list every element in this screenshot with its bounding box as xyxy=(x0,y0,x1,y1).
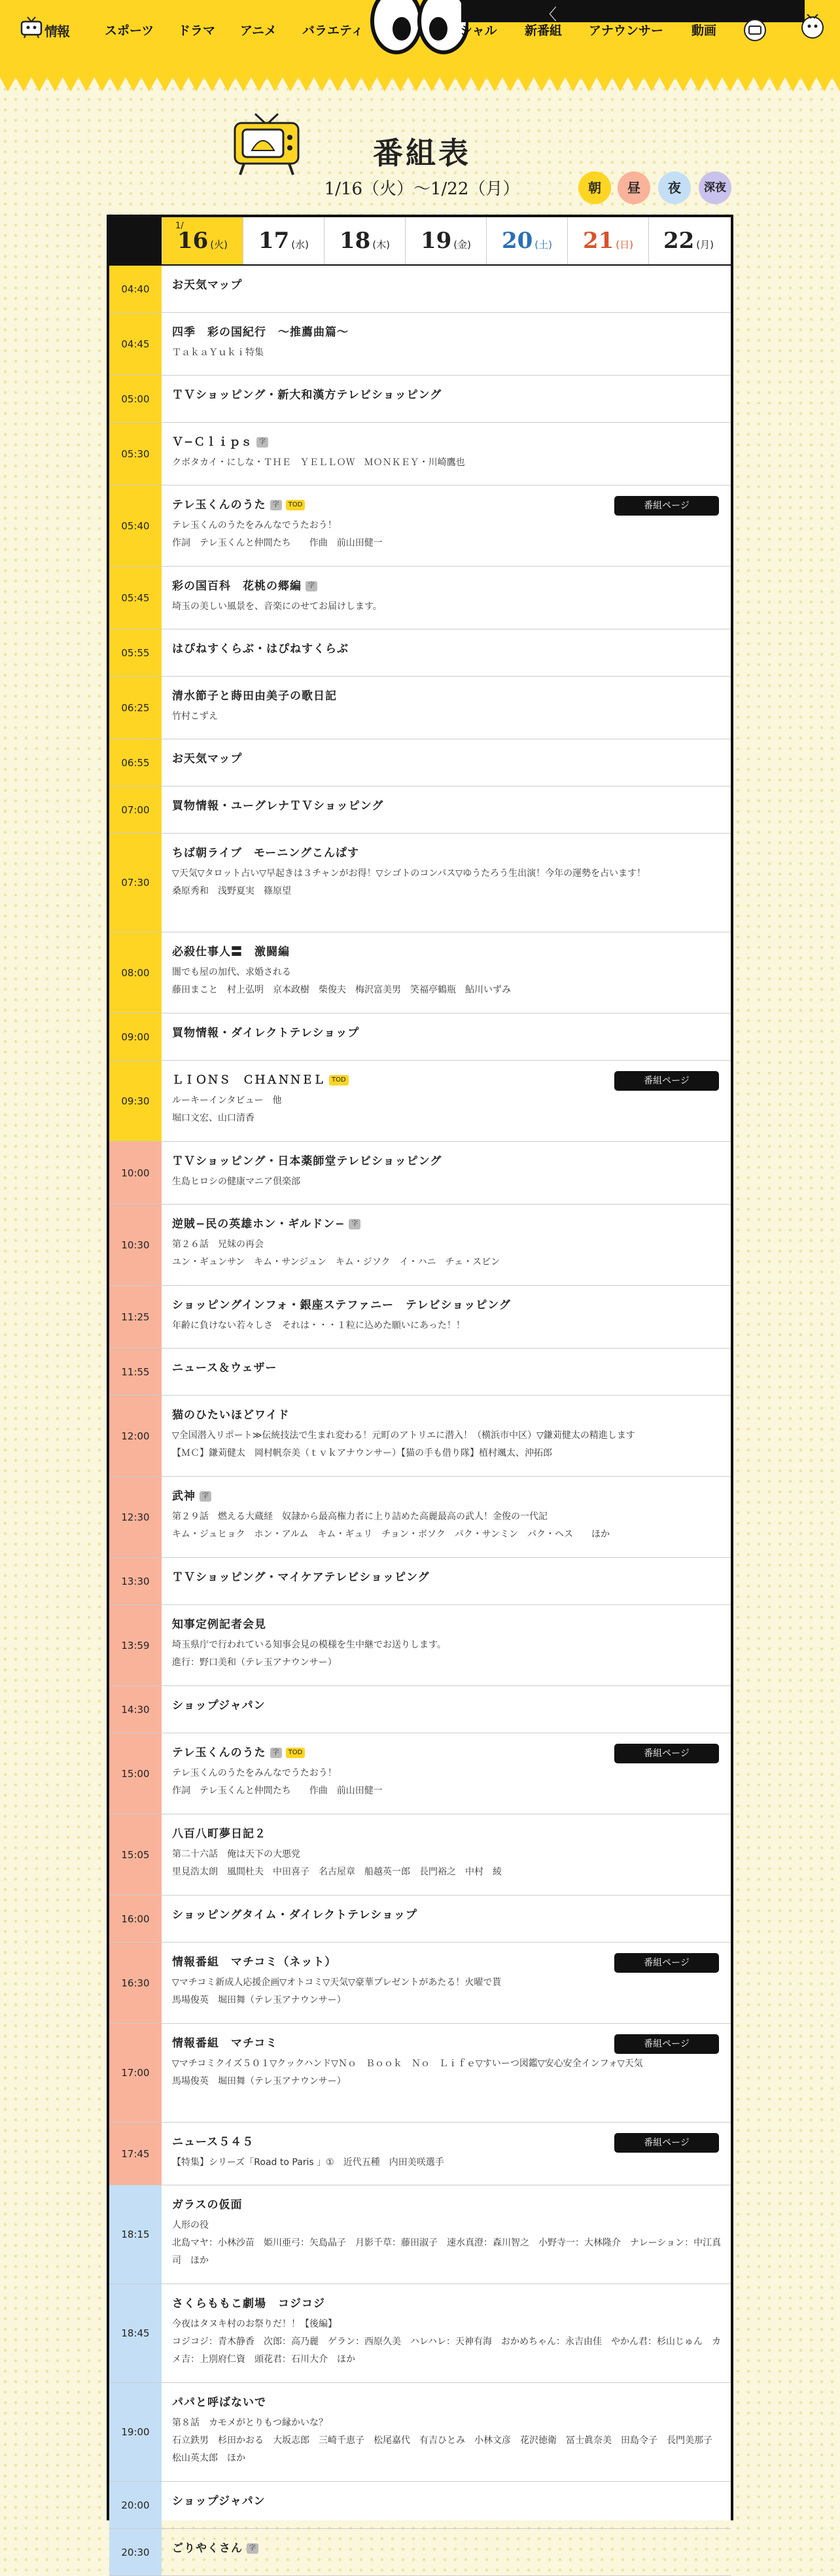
program-description-line: 埼玉県庁で行われている知事会見の模様を生中継でお送りします。 xyxy=(172,1640,446,1650)
program-row xyxy=(109,834,731,932)
program-title-line xyxy=(172,2541,723,2556)
nav-anime[interactable]: アニメ xyxy=(240,24,277,38)
program-time: 16:00 xyxy=(109,1896,162,1942)
program-title-line xyxy=(172,277,723,293)
program-description xyxy=(172,1173,723,1191)
program-title-line xyxy=(172,2197,723,2213)
day-weekday: (土) xyxy=(534,239,553,251)
program-description-line: 石立鉄男 杉田かおる 大坂志郎 三崎千恵子 松尾嘉代 有吉ひとみ 小林文彦 花沢徳衛 冨士眞奈美 田島令子 長門美那子 松山英太郎 ほか xyxy=(172,2435,722,2463)
program-time: 14:30 xyxy=(109,1686,162,1733)
schedule-table xyxy=(107,215,733,2558)
program-title-line xyxy=(172,325,723,340)
program-description-line: 作詞 テレ玉くんと仲間たち 作曲 前山田健一 xyxy=(172,538,383,548)
program-row xyxy=(109,2482,731,2529)
program-title[interactable]: ニュース＆ウェザー xyxy=(172,1362,277,1375)
program-description-line: 【特集】シリーズ「Road to Paris 」① 近代五種 内田美咲選手 xyxy=(172,2157,444,2168)
program-time: 18:45 xyxy=(109,2284,162,2382)
program-title[interactable]: 知事定例記者会見 xyxy=(172,1618,266,1631)
day-number: 17 xyxy=(258,228,290,254)
program-time: 15:00 xyxy=(109,1733,162,1814)
program-cell[interactable] xyxy=(162,266,731,312)
program-time: 13:59 xyxy=(109,1605,162,1685)
mascot-menu-icon[interactable] xyxy=(799,12,826,42)
program-time: 11:25 xyxy=(109,1286,162,1348)
nav-video[interactable]: 動画 xyxy=(691,24,717,38)
program-title[interactable]: 買物情報・ユーグレナＴＶショッピング xyxy=(172,800,384,813)
program-time: 07:00 xyxy=(109,786,162,833)
date-range: 1/16（火）〜1/22（月） xyxy=(324,179,520,199)
program-description xyxy=(172,598,723,616)
program-title[interactable]: ごりやくさん xyxy=(172,2542,243,2555)
program-title[interactable]: 必殺仕事人〓 激闘編 xyxy=(172,945,290,959)
day-number: 20 xyxy=(501,228,533,254)
program-title[interactable]: お天気マップ xyxy=(172,752,243,766)
program-title-line xyxy=(172,944,723,960)
program-description-line: キム・ジュヒョク ホン・アルム キム・ギュリ チョン・ボソク パク・サンミン パク・ヘス ほか xyxy=(172,1529,610,1540)
program-title-line xyxy=(172,1407,723,1423)
program-row xyxy=(109,266,731,313)
program-cell[interactable] xyxy=(162,2284,731,2382)
program-row xyxy=(109,2185,731,2284)
program-time: 04:45 xyxy=(109,313,162,375)
program-description-line: 第２６話 兄妹の再会 xyxy=(172,1239,264,1250)
program-description-line: 闇でも屋の加代、求婚される xyxy=(172,967,291,978)
program-row xyxy=(109,2383,731,2482)
program-title[interactable]: ショップジャパン xyxy=(172,2495,266,2508)
program-description xyxy=(172,1765,723,1800)
program-time: 05:00 xyxy=(109,376,162,422)
program-cell[interactable] xyxy=(162,1733,731,1814)
program-description xyxy=(172,2154,723,2172)
program-row xyxy=(109,1014,731,1061)
program-description xyxy=(172,2055,723,2091)
nav-announcer[interactable]: アナウンサー xyxy=(589,24,664,38)
day-header xyxy=(109,215,731,266)
program-time: 18:15 xyxy=(109,2185,162,2284)
program-time: 10:30 xyxy=(109,1205,162,1285)
program-title[interactable]: 四季 彩の国紀行 〜推薦曲篇〜 xyxy=(172,326,349,339)
time-button-noon[interactable]: 昼 xyxy=(618,171,650,204)
subtitle-badge-icon: 字 xyxy=(270,1748,282,1758)
program-row xyxy=(109,1396,731,1477)
program-description xyxy=(172,708,723,726)
program-time: 05:45 xyxy=(109,567,162,629)
program-title-line xyxy=(172,2395,723,2410)
program-description-line: 馬場俊英 堀田舞（テレ玉アナウンサー） xyxy=(172,1995,346,2005)
program-row xyxy=(109,1286,731,1349)
program-title-line xyxy=(172,387,723,403)
program-title[interactable]: パパと呼ばないで xyxy=(172,2396,266,2409)
program-title-line xyxy=(172,578,723,594)
site-logo[interactable] xyxy=(20,12,92,48)
program-title-line xyxy=(172,1297,723,1313)
program-cell[interactable] xyxy=(162,1286,731,1348)
program-description xyxy=(172,344,723,362)
program-page-button[interactable]: 番組ページ xyxy=(614,2133,719,2153)
program-time: 11:55 xyxy=(109,1349,162,1395)
program-title[interactable]: ＬＩＯＮＳ ＣＨＡＮＮＥＬ xyxy=(172,1074,325,1087)
nav-variety[interactable]: バラエティ xyxy=(302,24,364,38)
program-time: 05:40 xyxy=(109,485,162,566)
program-cell[interactable] xyxy=(162,485,731,566)
program-cell[interactable] xyxy=(162,1558,731,1604)
program-row xyxy=(109,567,731,629)
nav-sports[interactable]: スポーツ xyxy=(105,24,154,38)
program-cell[interactable] xyxy=(162,1896,731,1942)
program-time: 13:30 xyxy=(109,1558,162,1604)
program-title[interactable]: ＴＶショッピング・新大和漢方テレビショッピング xyxy=(172,389,442,402)
program-cell[interactable] xyxy=(162,1396,731,1476)
program-cell[interactable] xyxy=(162,423,731,485)
program-title-line xyxy=(172,1826,723,1842)
program-title-line xyxy=(172,1617,723,1632)
program-row xyxy=(109,932,731,1014)
nav-new-programs[interactable]: 新番組 xyxy=(525,24,563,38)
program-row xyxy=(109,1686,731,1733)
subtitle-badge-icon: 字 xyxy=(200,1491,211,1502)
program-row xyxy=(109,1349,731,1396)
program-cell[interactable] xyxy=(162,932,731,1013)
program-cell[interactable] xyxy=(162,2482,731,2528)
day-weekday: (月) xyxy=(696,239,714,251)
program-title[interactable]: ショップジャパン xyxy=(172,1699,266,1712)
subtitle-badge-icon: 字 xyxy=(247,2543,258,2554)
program-title[interactable]: ニュース５４５ xyxy=(172,2136,254,2149)
program-cell[interactable] xyxy=(162,1061,731,1141)
day-tab-17[interactable] xyxy=(243,217,324,264)
program-title[interactable]: テレ玉くんのうた xyxy=(172,499,266,512)
program-description-line: 作詞 テレ玉くんと仲間たち 作曲 前山田健一 xyxy=(172,1786,383,1796)
program-description-line: 第２９話 燃える大蔵経 奴隷から最高権力者に上り詰めた高麗最高の武人！金俊の一代記 xyxy=(172,1511,548,1522)
day-weekday: (水) xyxy=(291,239,309,251)
program-title-line xyxy=(172,641,723,657)
banner-arrow-icon[interactable]: 〈 xyxy=(541,5,557,24)
day-tab-21[interactable] xyxy=(567,217,648,264)
program-description-line: 人形の役 xyxy=(172,2220,209,2231)
program-row xyxy=(109,1733,731,1814)
program-title[interactable]: ショッピングタイム・ダイレクトテレショップ xyxy=(172,1909,417,1922)
program-time: 05:55 xyxy=(109,629,162,676)
page-title: 番組表 xyxy=(373,135,471,171)
program-time: 12:30 xyxy=(109,1477,162,1557)
program-row xyxy=(109,2123,731,2185)
program-page-button[interactable]: 番組ページ xyxy=(614,1953,719,1973)
day-number: 16 xyxy=(177,228,209,254)
program-title[interactable]: お天気マップ xyxy=(172,279,243,292)
day-weekday: (金) xyxy=(453,239,472,251)
program-time: 06:55 xyxy=(109,739,162,786)
program-description-line: ユン・ギュンサン キム・サンジュン キム・ジソク イ・ハニ チェ・スビン xyxy=(172,1257,500,1267)
day-tab-20[interactable] xyxy=(486,217,567,264)
program-row xyxy=(109,1814,731,1896)
program-row xyxy=(109,2024,731,2123)
program-cell[interactable] xyxy=(162,786,731,833)
program-description-line: テレ玉くんのうたをみんなでうたおう！ xyxy=(172,520,337,531)
program-row xyxy=(109,485,731,567)
program-title-line xyxy=(172,1025,723,1041)
program-cell[interactable] xyxy=(162,1205,731,1285)
program-description-line: ＴａｋａＹｕｋｉ特集 xyxy=(172,347,264,358)
program-row xyxy=(109,629,731,677)
program-title-line xyxy=(172,1570,723,1585)
program-page-button[interactable]: 番組ページ xyxy=(614,2034,719,2054)
program-row xyxy=(109,2529,731,2576)
program-row xyxy=(109,739,731,786)
program-time: 06:25 xyxy=(109,677,162,739)
program-cell[interactable] xyxy=(162,313,731,375)
program-time: 10:00 xyxy=(109,1142,162,1204)
mascot-eyes-icon xyxy=(370,0,468,65)
program-time: 20:00 xyxy=(109,2482,162,2528)
program-description xyxy=(172,1317,723,1335)
program-description-line: テレ玉くんのうたをみんなでうたおう！ xyxy=(172,1768,337,1778)
program-page-button[interactable]: 番組ページ xyxy=(614,1744,719,1763)
time-button-night[interactable]: 夜 xyxy=(658,171,691,204)
tv-guide-icon[interactable] xyxy=(743,18,767,42)
program-title[interactable]: ＴＶショッピング・日本薬師堂テレビショッピング xyxy=(172,1155,442,1168)
tod-badge-icon: TOD xyxy=(329,1075,349,1085)
program-description-line: ▽全国潜入リポート≫伝統技法で生まれ変わる！元町のアトリエに潜入！（横浜市中区）▽鎌苅健太の精進します xyxy=(172,1430,635,1441)
program-description-line: 生島ヒロシの健康マニア倶楽部 xyxy=(172,1176,300,1187)
program-description-line: ▽マチコミ新成人応援企画▽オトコミ▽天気▽豪華プレゼントがあたる！火曜で貰 xyxy=(172,1977,502,1988)
program-description-line: 桑原秀和 浅野夏実 篠原望 xyxy=(172,886,291,896)
program-time: 17:00 xyxy=(109,2024,162,2122)
program-title[interactable]: ガラスの仮面 xyxy=(172,2198,243,2212)
day-month: 1/ xyxy=(175,221,184,231)
program-description xyxy=(172,2316,723,2369)
program-cell[interactable] xyxy=(162,2024,731,2122)
program-cell[interactable] xyxy=(162,1477,731,1557)
day-tab-22[interactable] xyxy=(648,217,728,264)
program-row xyxy=(109,677,731,739)
program-description xyxy=(172,865,723,900)
program-cell[interactable] xyxy=(162,739,731,786)
program-title-line xyxy=(172,1154,723,1169)
program-title[interactable]: 彩の国百科 花桃の郷編 xyxy=(172,580,302,593)
program-description-line: 進行：野口美和（テレ玉アナウンサー） xyxy=(172,1657,337,1668)
program-row xyxy=(109,1061,731,1142)
day-weekday: (木) xyxy=(372,239,391,251)
day-number: 19 xyxy=(420,228,452,254)
program-title[interactable]: 武神 xyxy=(172,1490,196,1503)
header-zigzag-edge xyxy=(0,77,840,94)
day-number: 21 xyxy=(582,228,614,254)
program-row xyxy=(109,1943,731,2024)
program-description-line: 堀口文宏、山口清香 xyxy=(172,1113,254,1123)
program-title-line xyxy=(172,1360,723,1376)
program-description-line: 馬場俊英 堀田舞（テレ玉アナウンサー） xyxy=(172,2076,346,2087)
program-time: 05:30 xyxy=(109,423,162,485)
program-description xyxy=(172,1427,723,1462)
program-title[interactable]: Ｖ−Ｃｌｉｐｓ xyxy=(172,436,253,449)
program-time: 20:30 xyxy=(109,2529,162,2575)
program-row xyxy=(109,1477,731,1558)
program-description-line: 第８話 カモメがとりもつ縁かいな？ xyxy=(172,2418,328,2428)
tv-mascot-illustration xyxy=(232,111,301,177)
program-description xyxy=(172,517,723,552)
program-title[interactable]: テレ玉くんのうた xyxy=(172,1746,266,1759)
program-description xyxy=(172,964,723,999)
program-description-line: コジコジ：青木静香 次郎：高乃麗 ゲラン：西原久美 ハレハレ：天神有海 おかめちゃん：永吉由佳 やかん君：杉山じゅん カメ吉：上別府仁資 頭花君：石川大介 ほか xyxy=(172,2337,722,2365)
program-row xyxy=(109,1896,731,1943)
tod-badge-icon: TOD xyxy=(286,1748,306,1758)
day-number: 18 xyxy=(339,228,371,254)
program-title[interactable]: 買物情報・ダイレクトテレショップ xyxy=(172,1027,360,1040)
program-title-line xyxy=(172,798,723,814)
program-description-line: 今夜はタヌキ村のお祭りだ！！【後編】 xyxy=(172,2319,337,2329)
program-title-line xyxy=(172,1907,723,1923)
day-weekday: (日) xyxy=(616,239,634,251)
program-time: 07:30 xyxy=(109,834,162,932)
program-description xyxy=(172,454,723,472)
program-time: 15:05 xyxy=(109,1814,162,1895)
program-description-line: ルーキーインタビュー 他 xyxy=(172,1095,282,1106)
program-title[interactable]: 情報番組 マチコミ xyxy=(172,2037,278,2050)
program-description-line: ▽天気▽タロット占い▽早起きは３チャンがお得！▽シゴトのコンパス▽ゆうたろう生出演！今年の運勢を占います！ xyxy=(172,868,646,879)
program-description-line: 埼玉の美しい風景を、音楽にのせてお届けします。 xyxy=(172,601,382,612)
program-cell[interactable] xyxy=(162,1349,731,1395)
program-description xyxy=(172,2414,723,2467)
day-header-corner xyxy=(109,217,162,264)
program-page-button[interactable]: 番組ページ xyxy=(614,1071,719,1091)
program-title[interactable]: 八百八町夢日記２ xyxy=(172,1827,266,1841)
program-description-line: 北島マヤ：小林沙苗 姫川亜弓：矢島晶子 月影千草：藤田淑子 速水真澄：森川智之 小野寺一：大林隆介 ナレーション：中江真司 ほか xyxy=(172,2238,722,2266)
day-tab-16[interactable] xyxy=(162,217,243,264)
program-title-line xyxy=(172,2494,723,2509)
day-tab-18[interactable] xyxy=(324,217,405,264)
program-description xyxy=(172,1974,723,2009)
program-title[interactable]: ＴＶショッピング・マイケアテレビショッピング xyxy=(172,1571,430,1584)
program-title[interactable]: さくらももこ劇場 コジコジ xyxy=(172,2297,325,2310)
program-title[interactable]: はぴねすくらぶ・はぴねすくらぶ xyxy=(172,643,349,656)
program-row xyxy=(109,1142,731,1205)
program-cell[interactable] xyxy=(162,1814,731,1895)
program-time: 19:00 xyxy=(109,2383,162,2481)
program-time: 08:00 xyxy=(109,932,162,1013)
program-description-line: 里見浩太朗 風間杜夫 中田喜子 名古屋章 船越英一郎 長門裕之 中村 綾 xyxy=(172,1867,502,1877)
program-description-line: ▽マチコミクイズ５０１▽クックハンド▽Ｎｏ Ｂｏｏｋ Ｎｏ Ｌｉｆｅ▽すいーつ図鑑▽安心安全インフォ▽天気 xyxy=(172,2058,643,2069)
program-title-line xyxy=(172,1489,723,1504)
program-cell[interactable] xyxy=(162,1686,731,1733)
program-cell[interactable] xyxy=(162,1605,731,1685)
program-cell[interactable] xyxy=(162,1142,731,1204)
subtitle-badge-icon: 字 xyxy=(270,500,282,510)
program-cell[interactable] xyxy=(162,677,731,739)
program-row xyxy=(109,1558,731,1605)
program-description xyxy=(172,1846,723,1881)
program-row xyxy=(109,1605,731,1686)
program-title-line xyxy=(172,434,723,450)
program-cell[interactable] xyxy=(162,1943,731,2023)
program-cell[interactable] xyxy=(162,834,731,932)
program-cell[interactable] xyxy=(162,376,731,422)
program-row xyxy=(109,423,731,485)
program-title[interactable]: 清水節子と蒔田由美子の歌日記 xyxy=(172,690,337,703)
program-title-line xyxy=(172,688,723,704)
program-row xyxy=(109,376,731,423)
tod-badge-icon: TOD xyxy=(286,500,306,510)
program-cell[interactable] xyxy=(162,2529,731,2575)
day-weekday: (火) xyxy=(210,239,228,251)
program-title[interactable]: 逆賊−民の英雄ホン・ギルドン− xyxy=(172,1218,345,1231)
program-time: 04:40 xyxy=(109,266,162,312)
program-time: 17:45 xyxy=(109,2123,162,2185)
program-time: 09:30 xyxy=(109,1061,162,1141)
program-description-line: 【ＭＣ】鎌苅健太 岡村帆奈美（ｔｖｋアナウンサー）【猫の手も借り隊】植村颯太、沖拓郎 xyxy=(172,1448,552,1458)
program-row xyxy=(109,1205,731,1286)
program-description xyxy=(172,1636,723,1672)
program-cell[interactable] xyxy=(162,2383,731,2481)
program-description xyxy=(172,2217,723,2270)
program-title-line xyxy=(172,1216,723,1232)
day-number: 22 xyxy=(663,228,695,254)
nav-special[interactable]: シャル xyxy=(460,24,497,38)
program-description xyxy=(172,1092,723,1127)
program-title[interactable]: ショッピングインフォ・銀座ステファニー テレビショッピング xyxy=(172,1299,511,1312)
program-description-line: 竹村こずえ xyxy=(172,711,218,722)
program-time: 12:00 xyxy=(109,1396,162,1476)
program-cell[interactable] xyxy=(162,567,731,629)
program-title-line xyxy=(172,751,723,767)
subtitle-badge-icon: 字 xyxy=(306,581,317,591)
program-description-line: クボタカイ・にしな・ＴＨＥ ＹＥＬＬＯＷ ＭＯＮＫＥＹ・川崎鷹也 xyxy=(172,457,465,468)
program-description-line: 年齢に負けない若々しさ それは・・・１粒に込めた願いにあった！！ xyxy=(172,1320,465,1331)
program-time: 16:30 xyxy=(109,1943,162,2023)
program-row xyxy=(109,313,731,376)
program-description xyxy=(172,1236,723,1271)
day-tab-19[interactable] xyxy=(405,217,486,264)
tv-logo-icon xyxy=(20,16,43,39)
program-cell[interactable] xyxy=(162,629,731,676)
program-title-line xyxy=(172,845,723,861)
program-title[interactable]: 情報番組 マチコミ（ネット） xyxy=(172,1956,337,1969)
program-description-line: 第二十六話 俺は天下の大悪党 xyxy=(172,1849,300,1860)
program-cell[interactable] xyxy=(162,2185,731,2284)
program-description-line: 藤田まこと 村上弘明 京本政樹 柴俊夫 梅沢富美男 笑福亭鶴瓶 鮎川いずみ xyxy=(172,985,511,995)
program-title[interactable]: 猫のひたいほどワイド xyxy=(172,1409,290,1422)
nav-drama[interactable]: ドラマ xyxy=(178,24,216,38)
program-cell[interactable] xyxy=(162,2123,731,2185)
subtitle-badge-icon: 字 xyxy=(349,1219,360,1229)
program-row xyxy=(109,2284,731,2383)
program-time: 09:00 xyxy=(109,1014,162,1060)
program-description xyxy=(172,1508,723,1544)
program-page-button[interactable]: 番組ページ xyxy=(614,496,719,516)
subtitle-badge-icon: 字 xyxy=(256,437,268,448)
program-title[interactable]: ちば朝ライブ モーニングこんぱす xyxy=(172,847,359,860)
program-title-line xyxy=(172,1698,723,1714)
time-button-morning[interactable]: 朝 xyxy=(578,171,611,204)
program-row xyxy=(109,786,731,834)
program-title-line xyxy=(172,2296,723,2312)
logo-text: 情報 xyxy=(44,24,69,39)
program-cell[interactable] xyxy=(162,1014,731,1060)
time-button-late-night[interactable]: 深夜 xyxy=(699,171,731,204)
